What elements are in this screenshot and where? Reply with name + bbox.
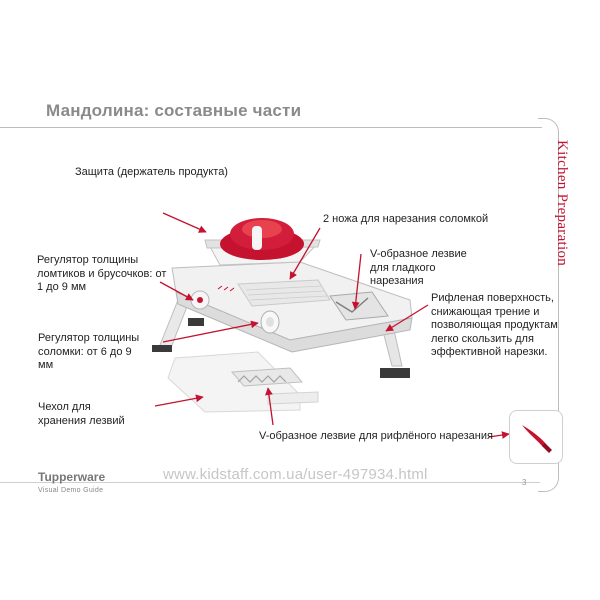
label-thickness-slices: Регулятор толщины ломтиков и брусочков: от 1 до 9 мм — [37, 254, 167, 293]
label-cover: Чехол для хранения лезвий — [38, 401, 125, 427]
brand-logo: Tupperware — [38, 470, 106, 484]
label-julienne-blades: 2 ножа для нарезания соломкой — [323, 213, 489, 225]
red-arrow — [163, 213, 206, 232]
label-v-blade-smooth: V-образное лезвие для гладкого нарезания — [370, 248, 467, 287]
side-label-text: Kitchen Preparation — [554, 140, 570, 267]
page-number: 3 — [522, 478, 527, 487]
label-thickness-julienne: Регулятор толщины соломки: от 6 до 9 мм — [38, 332, 140, 371]
watermark: www.kidstaff.com.ua/user-497934.html — [163, 466, 428, 483]
knife-icon-box — [509, 410, 563, 464]
label-guard: Защита (держатель продукта) — [75, 166, 228, 178]
label-ribbed-surface: Рифленая поверхность, снижающая трение и позволяющая продуктам легко скользить для эффективной нарезки. — [431, 292, 558, 358]
label-v-blade-ribbed: V-образное лезвие для рифлёного нарезания — [259, 430, 493, 442]
slide-title: Мандолина: составные части — [46, 101, 302, 120]
knife-icon — [510, 411, 562, 463]
brand-subtitle: Visual Demo Guide — [38, 487, 104, 494]
blade-cover — [168, 352, 318, 412]
